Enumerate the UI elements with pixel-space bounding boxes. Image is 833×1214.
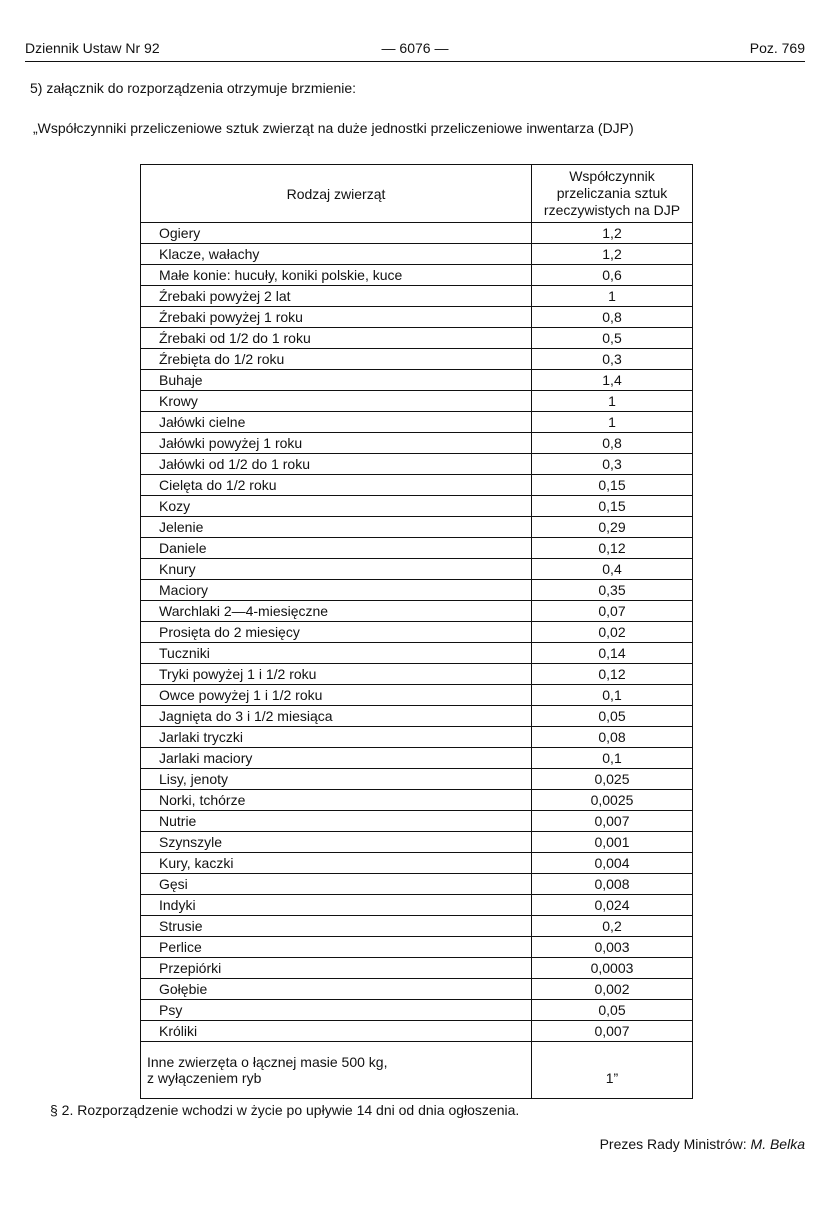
table-row	[141, 706, 693, 727]
coefficient-cell: 0,15	[532, 475, 693, 496]
animal-type-cell: Szynszyle	[141, 832, 532, 853]
table-row	[141, 580, 693, 601]
animal-type-cell: Maciory	[141, 580, 532, 601]
table-row	[141, 412, 693, 433]
coefficient-cell: 0,29	[532, 517, 693, 538]
table-row	[141, 853, 693, 874]
animal-type-cell: Strusie	[141, 916, 532, 937]
table-row	[141, 370, 693, 391]
section-2-paragraph: § 2. Rozporządzenie wchodzi w życie po upływie 14 dni od dnia ogłoszenia.	[50, 1102, 520, 1118]
coefficient-cell: 0,8	[532, 433, 693, 454]
table-row	[141, 538, 693, 559]
table-row	[141, 328, 693, 349]
coefficient-cell: 0,3	[532, 349, 693, 370]
table-row	[141, 475, 693, 496]
coefficient-cell: 0,02	[532, 622, 693, 643]
animal-type-cell: Źrebaki powyżej 1 roku	[141, 307, 532, 328]
coefficient-cell: 0,4	[532, 559, 693, 580]
animal-type-cell: Ogiery	[141, 223, 532, 244]
coefficient-cell: 1	[532, 286, 693, 307]
animal-type-cell: Prosięta do 2 miesięcy	[141, 622, 532, 643]
coefficient-cell: 0,001	[532, 832, 693, 853]
coefficient-cell: 0,1	[532, 748, 693, 769]
coefficient-cell: 0,14	[532, 643, 693, 664]
table-row	[141, 1021, 693, 1042]
coefficient-cell: 1,2	[532, 244, 693, 265]
coefficient-cell: 0,024	[532, 895, 693, 916]
signature-label: Prezes Rady Ministrów:	[599, 1136, 747, 1152]
coefficient-cell: 0,12	[532, 538, 693, 559]
table-row-other-animals	[141, 1042, 693, 1099]
table-row	[141, 601, 693, 622]
table-row	[141, 286, 693, 307]
animal-type-cell: Źrebaki powyżej 2 lat	[141, 286, 532, 307]
animal-type-cell: Krowy	[141, 391, 532, 412]
coefficient-cell: 0,2	[532, 916, 693, 937]
animal-type-cell: Tryki powyżej 1 i 1/2 roku	[141, 664, 532, 685]
signature-name: M. Belka	[750, 1136, 805, 1152]
animal-type-cell: Knury	[141, 559, 532, 580]
animal-type-cell: Jałówki powyżej 1 roku	[141, 433, 532, 454]
animal-type-cell: Indyki	[141, 895, 532, 916]
animal-type-cell: Tuczniki	[141, 643, 532, 664]
table-row	[141, 244, 693, 265]
animal-type-cell: Buhaje	[141, 370, 532, 391]
animal-type-cell: Jałówki cielne	[141, 412, 532, 433]
signature	[600, 1136, 805, 1152]
table-title: „Współczynniki przeliczeniowe sztuk zwierząt na duże jednostki przeliczeniowe inwentarza (DJP)	[33, 120, 634, 136]
coefficient-cell: 0,05	[532, 1000, 693, 1021]
table-row	[141, 832, 693, 853]
coefficient-cell: 0,0003	[532, 958, 693, 979]
table-row	[141, 265, 693, 286]
table-row	[141, 790, 693, 811]
table-row	[141, 307, 693, 328]
coefficient-cell: 0,35	[532, 580, 693, 601]
table-row	[141, 916, 693, 937]
animal-type-cell: Perlice	[141, 937, 532, 958]
table-header-row	[141, 165, 693, 223]
animal-type-cell: Gęsi	[141, 874, 532, 895]
coefficient-cell: 0,07	[532, 601, 693, 622]
header-rule	[25, 61, 805, 62]
page-number: — 6076 —	[381, 40, 449, 56]
table-row	[141, 811, 693, 832]
table-row	[141, 895, 693, 916]
table-row	[141, 433, 693, 454]
table-row	[141, 958, 693, 979]
coefficient-cell: 1”	[532, 1042, 693, 1099]
animal-type-cell: Daniele	[141, 538, 532, 559]
table-row	[141, 979, 693, 1000]
coefficient-cell: 0,5	[532, 328, 693, 349]
table-row	[141, 727, 693, 748]
coefficient-cell: 0,0025	[532, 790, 693, 811]
table-row	[141, 559, 693, 580]
position-number: Poz. 769	[749, 40, 805, 56]
coefficient-cell: 0,025	[532, 769, 693, 790]
table-row	[141, 664, 693, 685]
coefficient-cell: 0,05	[532, 706, 693, 727]
coefficient-cell: 1	[532, 391, 693, 412]
animal-type-cell: Cielęta do 1/2 roku	[141, 475, 532, 496]
coefficient-cell: 0,007	[532, 811, 693, 832]
coefficient-cell: 0,1	[532, 685, 693, 706]
coefficient-cell: 0,15	[532, 496, 693, 517]
coefficient-cell: 0,12	[532, 664, 693, 685]
animal-type-line-1: Inne zwierzęta o łącznej masie 500 kg,	[147, 1054, 388, 1070]
animal-type-cell: Klacze, wałachy	[141, 244, 532, 265]
animal-type-cell: Kozy	[141, 496, 532, 517]
coefficient-cell: 1,4	[532, 370, 693, 391]
table-row	[141, 223, 693, 244]
table-row	[141, 622, 693, 643]
column-header-coefficient: Współczynnik przeliczania sztuk rzeczywistych na DJP	[532, 165, 693, 223]
coefficient-cell: 0,003	[532, 937, 693, 958]
coefficient-cell: 0,8	[532, 307, 693, 328]
animal-type-cell: Jarlaki tryczki	[141, 727, 532, 748]
table-row	[141, 874, 693, 895]
table-row	[141, 1000, 693, 1021]
animal-type-cell: Jarlaki maciory	[141, 748, 532, 769]
intro-paragraph: 5) załącznik do rozporządzenia otrzymuje brzmienie:	[30, 80, 357, 96]
animal-type-cell: Nutrie	[141, 811, 532, 832]
animal-type-cell: Norki, tchórze	[141, 790, 532, 811]
table-row	[141, 517, 693, 538]
coefficient-cell: 1,2	[532, 223, 693, 244]
coefficient-cell: 1	[532, 412, 693, 433]
table-row	[141, 643, 693, 664]
animal-type-cell: Lisy, jenoty	[141, 769, 532, 790]
animal-type-cell: Małe konie: hucuły, koniki polskie, kuce	[141, 265, 532, 286]
table-row	[141, 769, 693, 790]
animal-type-cell: Źrebaki od 1/2 do 1 roku	[141, 328, 532, 349]
animal-type-cell: Źrebięta do 1/2 roku	[141, 349, 532, 370]
coefficient-cell: 0,3	[532, 454, 693, 475]
animal-type-cell: Przepiórki	[141, 958, 532, 979]
animal-type-line-2: z wyłączeniem ryb	[147, 1070, 262, 1086]
conversion-table	[140, 164, 693, 1099]
animal-type-cell: Jałówki od 1/2 do 1 roku	[141, 454, 532, 475]
table-row	[141, 937, 693, 958]
animal-type-cell: Króliki	[141, 1021, 532, 1042]
table-row	[141, 454, 693, 475]
table-row	[141, 685, 693, 706]
table-row	[141, 496, 693, 517]
animal-type-cell: Jagnięta do 3 i 1/2 miesiąca	[141, 706, 532, 727]
animal-type-cell: Warchlaki 2—4-miesięczne	[141, 601, 532, 622]
coefficient-cell: 0,08	[532, 727, 693, 748]
coefficient-cell: 0,002	[532, 979, 693, 1000]
table-row	[141, 349, 693, 370]
animal-type-cell: Kury, kaczki	[141, 853, 532, 874]
table-row	[141, 748, 693, 769]
journal-title: Dziennik Ustaw Nr 92	[25, 40, 160, 56]
animal-type-cell	[141, 1042, 532, 1099]
column-header-animal-type: Rodzaj zwierząt	[141, 165, 532, 223]
animal-type-cell: Jelenie	[141, 517, 532, 538]
table-row	[141, 391, 693, 412]
animal-type-cell: Psy	[141, 1000, 532, 1021]
coefficient-cell: 0,008	[532, 874, 693, 895]
coefficient-cell: 0,007	[532, 1021, 693, 1042]
coefficient-cell: 0,6	[532, 265, 693, 286]
animal-type-cell: Gołębie	[141, 979, 532, 1000]
coefficient-cell: 0,004	[532, 853, 693, 874]
page-header	[25, 40, 805, 60]
animal-type-cell: Owce powyżej 1 i 1/2 roku	[141, 685, 532, 706]
